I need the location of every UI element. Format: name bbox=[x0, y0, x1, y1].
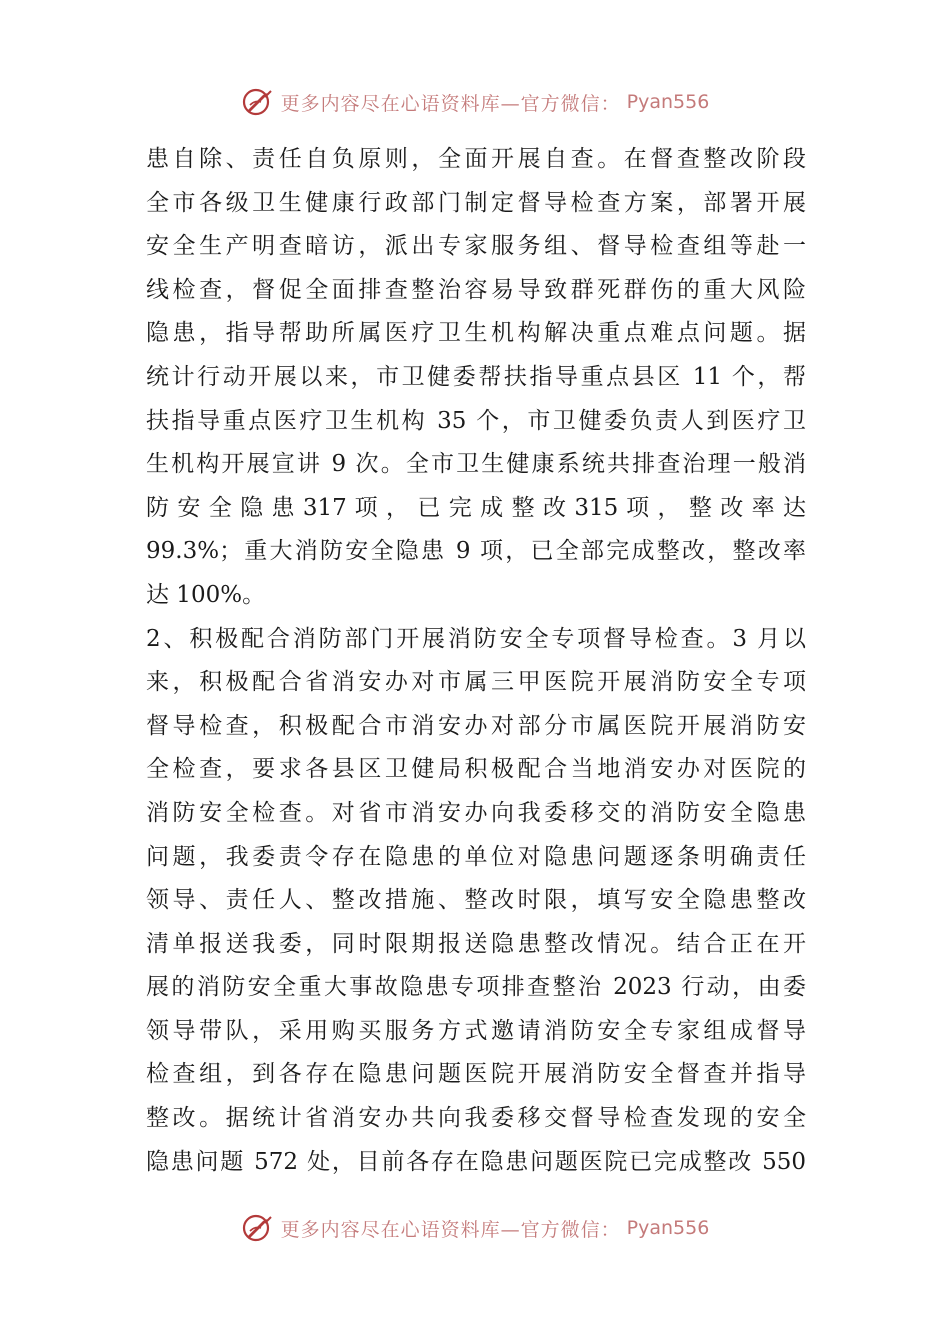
text-line: 线检查，督促全面排查整治容易导致群死群伤的重大风险 bbox=[146, 276, 806, 303]
header-watermark-id: Pyan556 bbox=[626, 91, 710, 113]
text-line: 全检查，要求各县区卫健局积极配合当地消安办对医院的 bbox=[146, 756, 806, 783]
text-line: 问题，我委责令存在隐患的单位对隐患问题逐条明确责任 bbox=[146, 843, 806, 870]
footer-watermark-text: 更多内容尽在心语资料库—官方微信： bbox=[280, 1218, 621, 1241]
pen-logo-icon bbox=[241, 1211, 275, 1245]
document-body bbox=[146, 138, 806, 1184]
header-watermark-text: 更多内容尽在心语资料库—官方微信： bbox=[280, 92, 621, 115]
text-line: 全市各级卫生健康行政部门制定督导检查方案，部署开展 bbox=[146, 189, 806, 216]
text-line: 99.3%；重大消防安全隐患 9 项，已全部完成整改，整改率 bbox=[146, 538, 806, 565]
footer-watermark bbox=[0, 1208, 950, 1248]
text-line: 清单报送我委，同时限期报送隐患整改情况。结合正在开 bbox=[146, 930, 806, 957]
text-line: 统计行动开展以来，市卫健委帮扶指导重点县区 11 个，帮 bbox=[146, 363, 806, 390]
text-line: 扶指导重点医疗卫生机构 35 个，市卫健委负责人到医疗卫 bbox=[146, 407, 806, 434]
text-line: 领导带队，采用购买服务方式邀请消防安全专家组成督导 bbox=[146, 1017, 806, 1044]
text-line: 展的消防安全重大事故隐患专项排查整治 2023 行动，由委 bbox=[146, 974, 806, 1001]
text-line: 消防安全检查。对省市消安办向我委移交的消防安全隐患 bbox=[146, 799, 806, 826]
text-line: 检查组，到各存在隐患问题医院开展消防安全督查并指导 bbox=[146, 1061, 806, 1088]
text-line: 领导、责任人、整改措施、整改时限，填写安全隐患整改 bbox=[146, 887, 806, 914]
footer-watermark-id: Pyan556 bbox=[626, 1217, 710, 1239]
text-line: 安全生产明查暗访，派出专家服务组、督导检查组等赴一 bbox=[146, 233, 806, 260]
text-line: 达 100%。 bbox=[146, 581, 266, 608]
text-line: 隐患，指导帮助所属医疗卫生机构解决重点难点问题。据 bbox=[146, 320, 806, 347]
header-watermark bbox=[0, 82, 950, 122]
pen-logo-icon bbox=[241, 85, 275, 119]
text-line: 督导检查，积极配合市消安办对部分市属医院开展消防安 bbox=[146, 712, 806, 739]
text-line: 患自除、责任自负原则，全面开展自查。在督查整改阶段 bbox=[146, 146, 806, 172]
text-line: 2、积极配合消防部门开展消防安全专项督导检查。3 月以 bbox=[146, 625, 806, 652]
text-line: 来，积极配合省消安办对市属三甲医院开展消防安全专项 bbox=[146, 669, 806, 696]
text-line: 防 安 全 隐 患 317 项 ， 已 完 成 整 改 315 项 ， 整 改 率 达 bbox=[146, 494, 806, 521]
text-line: 生机构开展宣讲 9 次。全市卫生健康系统共排查治理一般消 bbox=[146, 451, 806, 478]
text-line: 整改。据统计省消安办共向我委移交督导检查发现的安全 bbox=[146, 1105, 806, 1132]
text-line: 隐患问题 572 处，目前各存在隐患问题医院已完成整改 550 bbox=[146, 1148, 806, 1175]
